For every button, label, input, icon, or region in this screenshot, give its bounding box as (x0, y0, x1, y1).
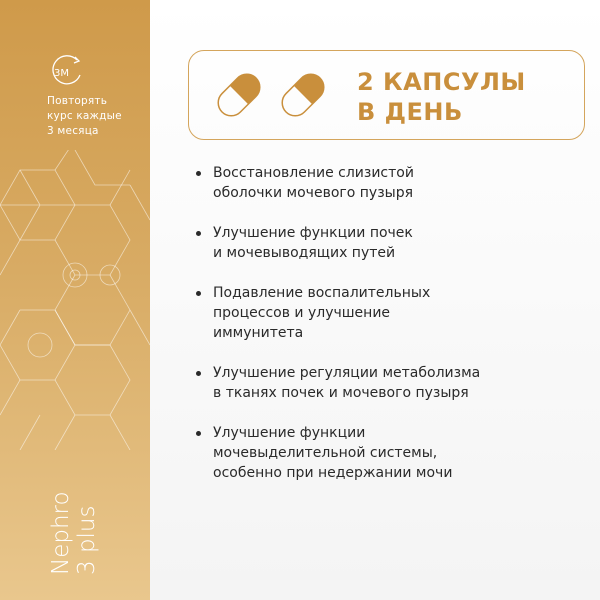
benefit-line: Улучшение регуляции метаболизма (213, 365, 481, 381)
benefit-line: Улучшение функции почек (213, 225, 413, 241)
benefit-item (196, 283, 591, 343)
benefit-line: в тканях почек и мочевого пузыря (213, 385, 469, 401)
repeat-cycle-icon (47, 55, 91, 87)
benefit-line: процессов и улучшение (213, 305, 391, 321)
benefits-list (196, 163, 591, 503)
bullet-icon (196, 371, 201, 376)
benefit-item (196, 223, 591, 263)
benefit-line: иммунитета (213, 325, 304, 341)
benefit-line: Восстановление слизистой (213, 165, 414, 181)
capsule-icon (273, 65, 333, 125)
dosage-line: 2 КАПСУЛЫ (357, 68, 526, 96)
sidebar-panel (0, 0, 150, 600)
course-repeat-text (47, 94, 147, 139)
product-name-line: 3 plus (74, 505, 100, 575)
dosage-box (188, 50, 585, 140)
dosage-text (357, 67, 526, 127)
benefit-line: особенно при недержании мочи (213, 465, 453, 481)
benefit-line: оболочки мочевого пузыря (213, 185, 413, 201)
course-badge: 3М (54, 68, 69, 79)
product-name (48, 491, 100, 575)
course-text-line: курс каждые (47, 110, 122, 122)
bullet-icon (196, 291, 201, 296)
capsule-icon (209, 65, 269, 125)
benefit-item (196, 423, 591, 483)
dosage-line: В ДЕНЬ (357, 98, 463, 126)
bullet-icon (196, 171, 201, 176)
benefit-line: Улучшение функции (213, 425, 366, 441)
benefit-line: и мочевыводящих путей (213, 245, 396, 261)
benefit-line: Подавление воспалительных (213, 285, 431, 301)
benefit-line: мочевыделительной системы, (213, 445, 438, 461)
bullet-icon (196, 431, 201, 436)
course-text-line: 3 месяца (47, 125, 99, 137)
course-text-line: Повторять (47, 95, 108, 107)
bullet-icon (196, 231, 201, 236)
geometric-pattern (0, 150, 150, 450)
benefit-item (196, 163, 591, 203)
benefit-item (196, 363, 591, 403)
product-name-line: Nephro (48, 491, 74, 575)
